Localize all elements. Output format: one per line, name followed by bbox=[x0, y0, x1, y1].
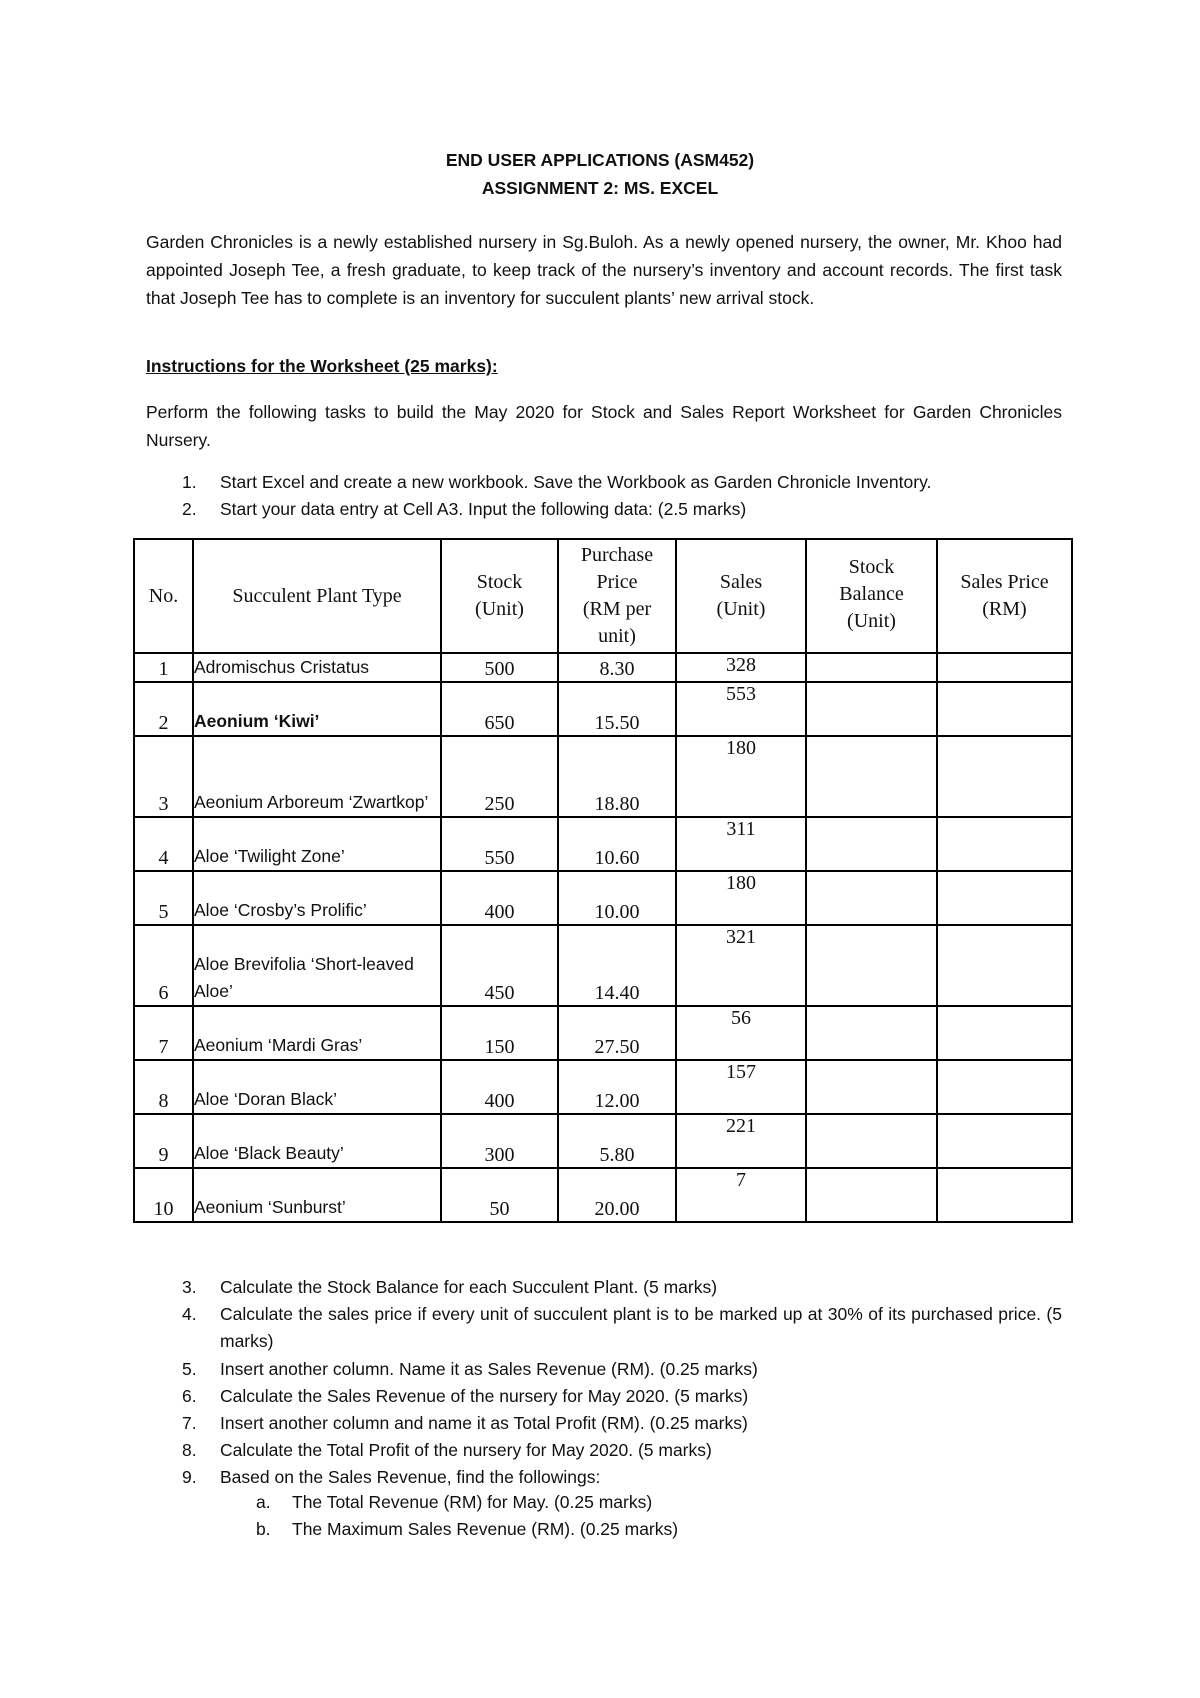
step-item bbox=[182, 1274, 717, 1301]
table-row bbox=[134, 736, 1072, 817]
plant-type-cell: Aloe ‘Doran Black’ bbox=[193, 1060, 441, 1114]
stock-cell: 150 bbox=[441, 1006, 558, 1060]
step-text: Based on the Sales Revenue, find the followings: bbox=[220, 1467, 601, 1487]
row-number: 6 bbox=[134, 925, 193, 1006]
sales-price-cell bbox=[937, 925, 1072, 1006]
purchase-price-cell: 20.00 bbox=[558, 1168, 676, 1222]
header-plant-type: Succulent Plant Type bbox=[193, 539, 441, 653]
stock-balance-cell bbox=[806, 736, 937, 817]
table-row bbox=[134, 871, 1072, 925]
document-subtitle: ASSIGNMENT 2: MS. EXCEL bbox=[481, 178, 719, 198]
table-row bbox=[134, 682, 1072, 736]
step-text: Start Excel and create a new workbook. Save the Workbook as Garden Chronicle Inventory. bbox=[220, 472, 932, 492]
step-number: 2. bbox=[182, 499, 197, 519]
plant-type-cell: Adromischus Cristatus bbox=[193, 653, 441, 682]
stock-balance-cell bbox=[806, 817, 937, 871]
sales-price-cell bbox=[937, 871, 1072, 925]
step-text: Calculate the Total Profit of the nursery for May 2020. (5 marks) bbox=[220, 1440, 712, 1460]
stock-balance-cell bbox=[806, 653, 937, 682]
inventory-table bbox=[133, 538, 1073, 1223]
sales-price-cell bbox=[937, 653, 1072, 682]
purchase-price-cell: 27.50 bbox=[558, 1006, 676, 1060]
step-number: 1. bbox=[182, 472, 197, 492]
row-number: 5 bbox=[134, 871, 193, 925]
table-row bbox=[134, 653, 1072, 682]
step-item bbox=[182, 1410, 748, 1437]
sales-cell: 553 bbox=[676, 682, 806, 736]
step-item bbox=[182, 469, 931, 496]
sales-price-cell bbox=[937, 1114, 1072, 1168]
sales-price-cell bbox=[937, 1060, 1072, 1114]
sales-cell: 328 bbox=[676, 653, 806, 682]
table-body bbox=[134, 653, 1072, 1222]
stock-cell: 50 bbox=[441, 1168, 558, 1222]
row-number: 1 bbox=[134, 653, 193, 682]
purchase-price-cell: 10.00 bbox=[558, 871, 676, 925]
row-number: 8 bbox=[134, 1060, 193, 1114]
stock-cell: 450 bbox=[441, 925, 558, 1006]
row-number: 10 bbox=[134, 1168, 193, 1222]
sub-step-text: The Total Revenue (RM) for May. (0.25 marks) bbox=[292, 1492, 653, 1512]
stock-balance-cell bbox=[806, 1060, 937, 1114]
plant-type-cell: Aloe ‘Crosby’s Prolific’ bbox=[193, 871, 441, 925]
row-number: 9 bbox=[134, 1114, 193, 1168]
step-text: Calculate the Sales Revenue of the nursery for May 2020. (5 marks) bbox=[220, 1386, 749, 1406]
sales-cell: 180 bbox=[676, 736, 806, 817]
purchase-price-cell: 15.50 bbox=[558, 682, 676, 736]
stock-cell: 500 bbox=[441, 653, 558, 682]
stock-cell: 300 bbox=[441, 1114, 558, 1168]
sales-cell: 157 bbox=[676, 1060, 806, 1114]
stock-balance-cell bbox=[806, 925, 937, 1006]
step-number: 6. bbox=[182, 1386, 197, 1406]
sales-cell: 311 bbox=[676, 817, 806, 871]
purchase-price-cell: 18.80 bbox=[558, 736, 676, 817]
sub-step-letter: a. bbox=[256, 1492, 271, 1512]
purchase-price-cell: 10.60 bbox=[558, 817, 676, 871]
sub-step-item bbox=[256, 1492, 652, 1513]
sub-step-letter: b. bbox=[256, 1519, 271, 1539]
plant-type-cell: Aeonium ‘Sunburst’ bbox=[193, 1168, 441, 1222]
step-text: Start your data entry at Cell A3. Input the following data: (2.5 marks) bbox=[220, 499, 747, 519]
step-item bbox=[182, 1383, 748, 1410]
intro-paragraph: Garden Chronicles is a newly established nursery in Sg.Buloh. As a newly opened nursery, the owner, Mr. Khoo had appointed Joseph Tee, a fresh graduate, to keep track of the nursery’s inventory and account records. The first task that Joseph Tee has to complete is an inventory for succulent plants’ new arrival stock. bbox=[146, 232, 1062, 308]
plant-type-cell: Aloe ‘Twilight Zone’ bbox=[193, 817, 441, 871]
stock-cell: 400 bbox=[441, 1060, 558, 1114]
table-row bbox=[134, 817, 1072, 871]
step-item bbox=[182, 1301, 1062, 1355]
sales-price-cell bbox=[937, 682, 1072, 736]
sales-cell: 180 bbox=[676, 871, 806, 925]
table-row bbox=[134, 1006, 1072, 1060]
stock-cell: 250 bbox=[441, 736, 558, 817]
instructions-heading: Instructions for the Worksheet (25 marks): bbox=[146, 356, 498, 376]
sales-cell: 321 bbox=[676, 925, 806, 1006]
step-item bbox=[182, 1437, 712, 1464]
sales-price-cell bbox=[937, 736, 1072, 817]
stock-cell: 650 bbox=[441, 682, 558, 736]
stock-cell: 400 bbox=[441, 871, 558, 925]
sub-step-item bbox=[256, 1519, 678, 1540]
plant-type-cell: Aeonium ‘Mardi Gras’ bbox=[193, 1006, 441, 1060]
step-number: 5. bbox=[182, 1359, 197, 1379]
plant-type-cell: Aeonium Arboreum ‘Zwartkop’ bbox=[193, 736, 441, 817]
header-purchase-price: Purchase Price (RM per unit) bbox=[558, 539, 676, 653]
step-text: Calculate the sales price if every unit of succulent plant is to be marked up at 30% of its purchased price. (5 marks) bbox=[220, 1304, 1062, 1351]
stock-balance-cell bbox=[806, 682, 937, 736]
step-text: Insert another column. Name it as Sales Revenue (RM). (0.25 marks) bbox=[220, 1359, 758, 1379]
step-text: Insert another column and name it as Total Profit (RM). (0.25 marks) bbox=[220, 1413, 748, 1433]
step-number: 3. bbox=[182, 1277, 197, 1297]
step-item bbox=[182, 496, 746, 523]
row-number: 4 bbox=[134, 817, 193, 871]
step-item bbox=[182, 1356, 758, 1383]
purchase-price-cell: 5.80 bbox=[558, 1114, 676, 1168]
plant-type-cell: Aloe ‘Black Beauty’ bbox=[193, 1114, 441, 1168]
sales-cell: 221 bbox=[676, 1114, 806, 1168]
header-sales-price: Sales Price (RM) bbox=[937, 539, 1072, 653]
row-number: 7 bbox=[134, 1006, 193, 1060]
stock-cell: 550 bbox=[441, 817, 558, 871]
plant-type-cell: Aeonium ‘Kiwi’ bbox=[193, 682, 441, 736]
header-stock: Stock (Unit) bbox=[441, 539, 558, 653]
sales-price-cell bbox=[937, 817, 1072, 871]
header-sales: Sales (Unit) bbox=[676, 539, 806, 653]
step-number: 9. bbox=[182, 1467, 197, 1487]
sales-price-cell bbox=[937, 1168, 1072, 1222]
step-number: 7. bbox=[182, 1413, 197, 1433]
header-no: No. bbox=[134, 539, 193, 653]
table-row bbox=[134, 1060, 1072, 1114]
row-number: 3 bbox=[134, 736, 193, 817]
table-header-row bbox=[134, 539, 1072, 653]
plant-type-cell: Aloe Brevifolia ‘Short-leaved Aloe’ bbox=[193, 925, 441, 1006]
table-row bbox=[134, 1168, 1072, 1222]
step-number: 4. bbox=[182, 1304, 197, 1324]
sales-cell: 56 bbox=[676, 1006, 806, 1060]
stock-balance-cell bbox=[806, 1168, 937, 1222]
purchase-price-cell: 8.30 bbox=[558, 653, 676, 682]
sales-cell: 7 bbox=[676, 1168, 806, 1222]
step-item bbox=[182, 1464, 600, 1491]
stock-balance-cell bbox=[806, 871, 937, 925]
table-row bbox=[134, 925, 1072, 1006]
sub-step-text: The Maximum Sales Revenue (RM). (0.25 marks) bbox=[292, 1519, 679, 1539]
row-number: 2 bbox=[134, 682, 193, 736]
document-title: END USER APPLICATIONS (ASM452) bbox=[445, 150, 755, 170]
stock-balance-cell bbox=[806, 1114, 937, 1168]
stock-balance-cell bbox=[806, 1006, 937, 1060]
sales-price-cell bbox=[937, 1006, 1072, 1060]
purchase-price-cell: 14.40 bbox=[558, 925, 676, 1006]
step-text: Calculate the Stock Balance for each Succulent Plant. (5 marks) bbox=[220, 1277, 718, 1297]
step-number: 8. bbox=[182, 1440, 197, 1460]
purchase-price-cell: 12.00 bbox=[558, 1060, 676, 1114]
task-paragraph: Perform the following tasks to build the May 2020 for Stock and Sales Report Worksheet for Garden Chronicles Nursery. bbox=[146, 402, 1062, 450]
header-stock-balance: Stock Balance (Unit) bbox=[806, 539, 937, 653]
table-row bbox=[134, 1114, 1072, 1168]
